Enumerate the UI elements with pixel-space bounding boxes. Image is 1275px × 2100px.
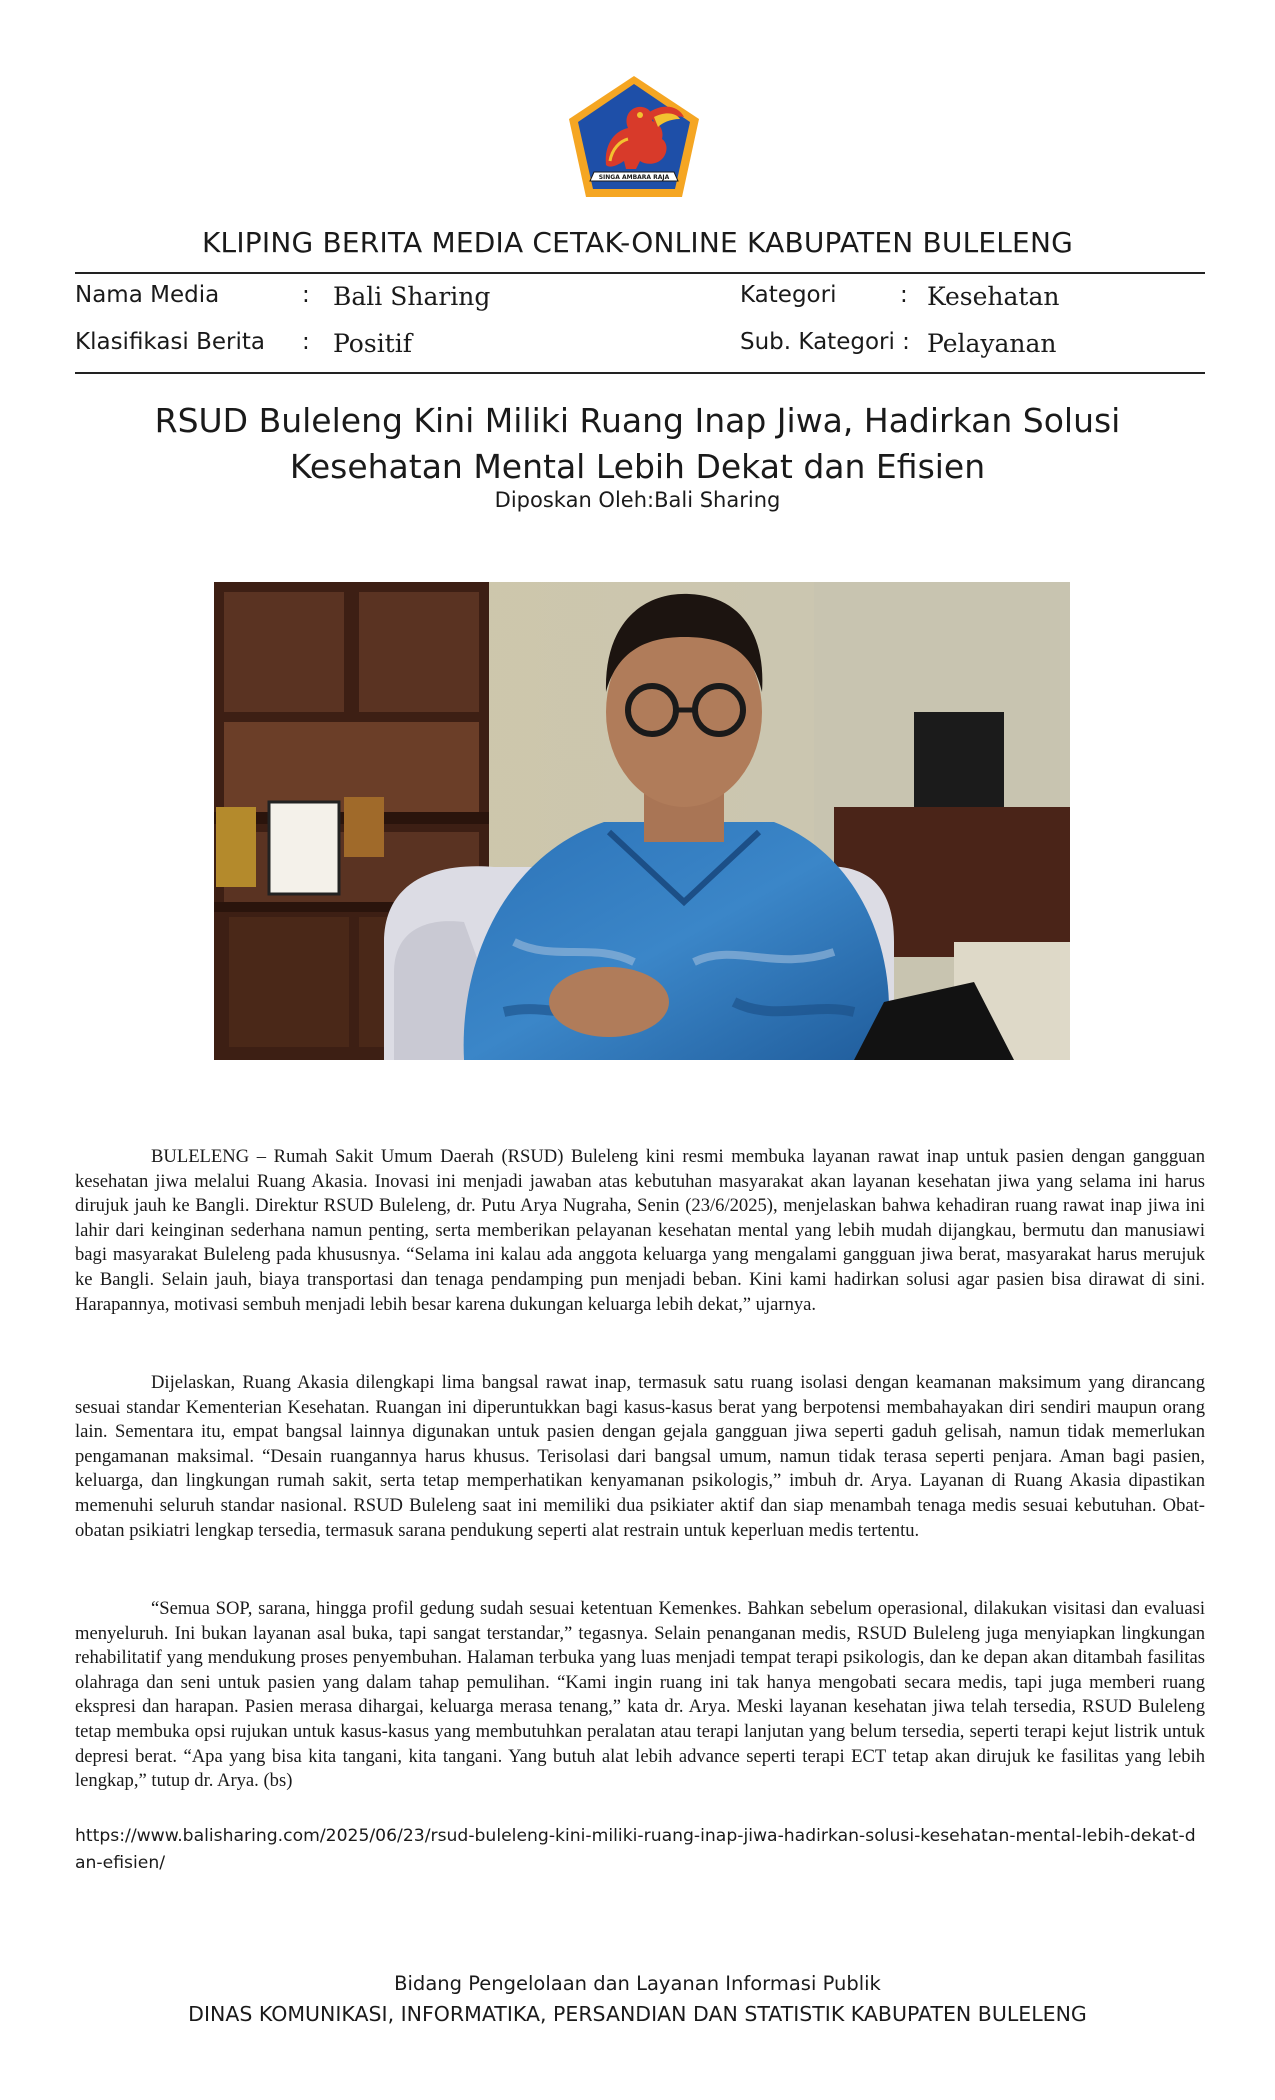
sub-category-label: Sub. Kategori : bbox=[740, 329, 910, 355]
source-url: https://www.balisharing.com/2025/06/23/rsud-buleleng-kini-miliki-ruang-inap-jiwa-hadirkan-solusi-kesehatan-mental-lebih-dekat-dan-efisien/ bbox=[75, 1826, 1196, 1873]
category-value: Kesehatan bbox=[927, 282, 1060, 311]
header-divider-top bbox=[75, 272, 1205, 274]
footer-agency: DINAS KOMUNIKASI, INFORMATIKA, PERSANDIAN DAN STATISTIK KABUPATEN BULELENG bbox=[188, 2002, 1087, 2026]
category-colon: : bbox=[900, 282, 908, 308]
clipping-header-title: KLIPING BERITA MEDIA CETAK-ONLINE KABUPATEN BULELENG bbox=[201, 226, 1073, 259]
news-classification-colon: : bbox=[302, 329, 310, 355]
news-classification-value: Positif bbox=[333, 329, 412, 358]
article-photo bbox=[214, 582, 1070, 1060]
buleleng-regency-logo bbox=[566, 73, 702, 201]
news-classification-label: Klasifikasi Berita bbox=[75, 329, 266, 355]
header-divider-bottom bbox=[75, 372, 1205, 374]
article-title: RSUD Buleleng Kini Miliki Ruang Inap Jiwa, Hadirkan Solusi Kesehatan Mental Lebih Dekat dan Efisien bbox=[154, 401, 1121, 486]
category-label: Kategori bbox=[740, 282, 837, 308]
footer-division: Bidang Pengelolaan dan Layanan Informasi Publik bbox=[394, 1972, 881, 1995]
article-byline: Diposkan Oleh:Bali Sharing bbox=[494, 488, 781, 512]
logo-motto: SINGA AMBARA RAJA bbox=[598, 174, 670, 181]
media-name-colon: : bbox=[302, 282, 310, 308]
sub-category-value: Pelayanan bbox=[927, 329, 1057, 358]
article-paragraph: BULELENG – Rumah Sakit Umum Daerah (RSUD) Buleleng kini resmi membuka layanan rawat inap untuk pasien dengan gangguan kesehatan jiwa melalui Ruang Akasia. Inovasi ini menjadi jawaban atas kebutuhan masyarakat akan layanan kesehatan jiwa yang selama ini harus dirujuk jauh ke Bangli. Direktur RSUD Buleleng, dr. Putu Arya Nugraha, Senin (23/6/2025), menjelaskan bahwa kehadiran ruang rawat inap jiwa ini lahir dari keinginan sederhana namun penting, serta memberikan pelayanan kesehatan mental yang lebih mudah dijangkau, bermutu dan manusiawi bagi masyarakat Buleleng pada khususnya. “Selama ini kalau ada anggota keluarga yang mengalami gangguan jiwa berat, masyarakat harus merujuk ke Bangli. Selain jauh, biaya transportasi dan tenaga pendamping pun menjadi beban. Kini kami hadirkan solusi agar pasien bisa dirawat di sini. Harapannya, motivasi sembuh menjadi lebih besar karena dukungan keluarga lebih dekat,” ujarnya. bbox=[75, 1146, 1205, 1315]
article-paragraph: Dijelaskan, Ruang Akasia dilengkapi lima bangsal rawat inap, termasuk satu ruang isolasi dengan keamanan maksimum yang dirancang sesuai standar Kementerian Kesehatan. Ruangan ini diperuntukkan bagi kasus-kasus berat yang berpotensi membahayakan diri sendiri maupun orang lain. Sementara itu, empat bangsal lainnya digunakan untuk pasien dengan gejala gangguan jiwa seperti gaduh gelisah, namun tidak memerlukan pengamanan maksimal. “Desain ruangannya harus khusus. Terisolasi dari bangsal umum, namun tidak terasa seperti penjara. Aman bagi pasien, keluarga, dan lingkungan rumah sakit, serta tetap memperhatikan kenyamanan psikologis,” imbuh dr. Arya. Layanan di Ruang Akasia dipastikan memenuhi seluruh standar nasional. RSUD Buleleng saat ini memiliki dua psikiater aktif dan siap menambah tenaga medis sesuai kebutuhan. Obat-obatan psikiatri lengkap tersedia, termasuk sarana pendukung seperti alat restrain untuk keperluan medis tertentu. bbox=[75, 1372, 1205, 1541]
media-name-value: Bali Sharing bbox=[333, 282, 491, 311]
article-paragraph: “Semua SOP, sarana, hingga profil gedung sudah sesuai ketentuan Kemenkes. Bahkan sebelum operasional, dilakukan visitasi dan evaluasi menyeluruh. Ini bukan layanan asal buka, tapi sangat terstandar,” tegasnya. Selain penanganan medis, RSUD Buleleng juga menyiapkan lingkungan rehabilitatif yang mendukung proses penyembuhan. Halaman terbuka yang luas menjadi tempat terapi psikologis, dan ke depan akan ditambah fasilitas olahraga dan seni untuk pasien yang dalam tahap pemulihan. “Kami ingin ruang ini tak hanya mengobati secara medis, tapi juga memberi ruang ekspresi dan harapan. Pasien merasa dihargai, keluarga merasa tenang,” kata dr. Arya. Meski layanan kesehatan jiwa telah tersedia, RSUD Buleleng tetap membuka opsi rujukan untuk kasus-kasus yang membutuhkan peralatan atau terapi lanjutan yang belum tersedia, seperti terapi kejut listrik untuk depresi berat. “Apa yang bisa kita tangani, kita tangani. Yang butuh alat lebih advance seperti terapi ECT tetap akan dirujuk ke fasilitas yang lebih lengkap,” tutup dr. Arya. (bs) bbox=[75, 1598, 1205, 1792]
media-name-label: Nama Media bbox=[75, 282, 220, 308]
